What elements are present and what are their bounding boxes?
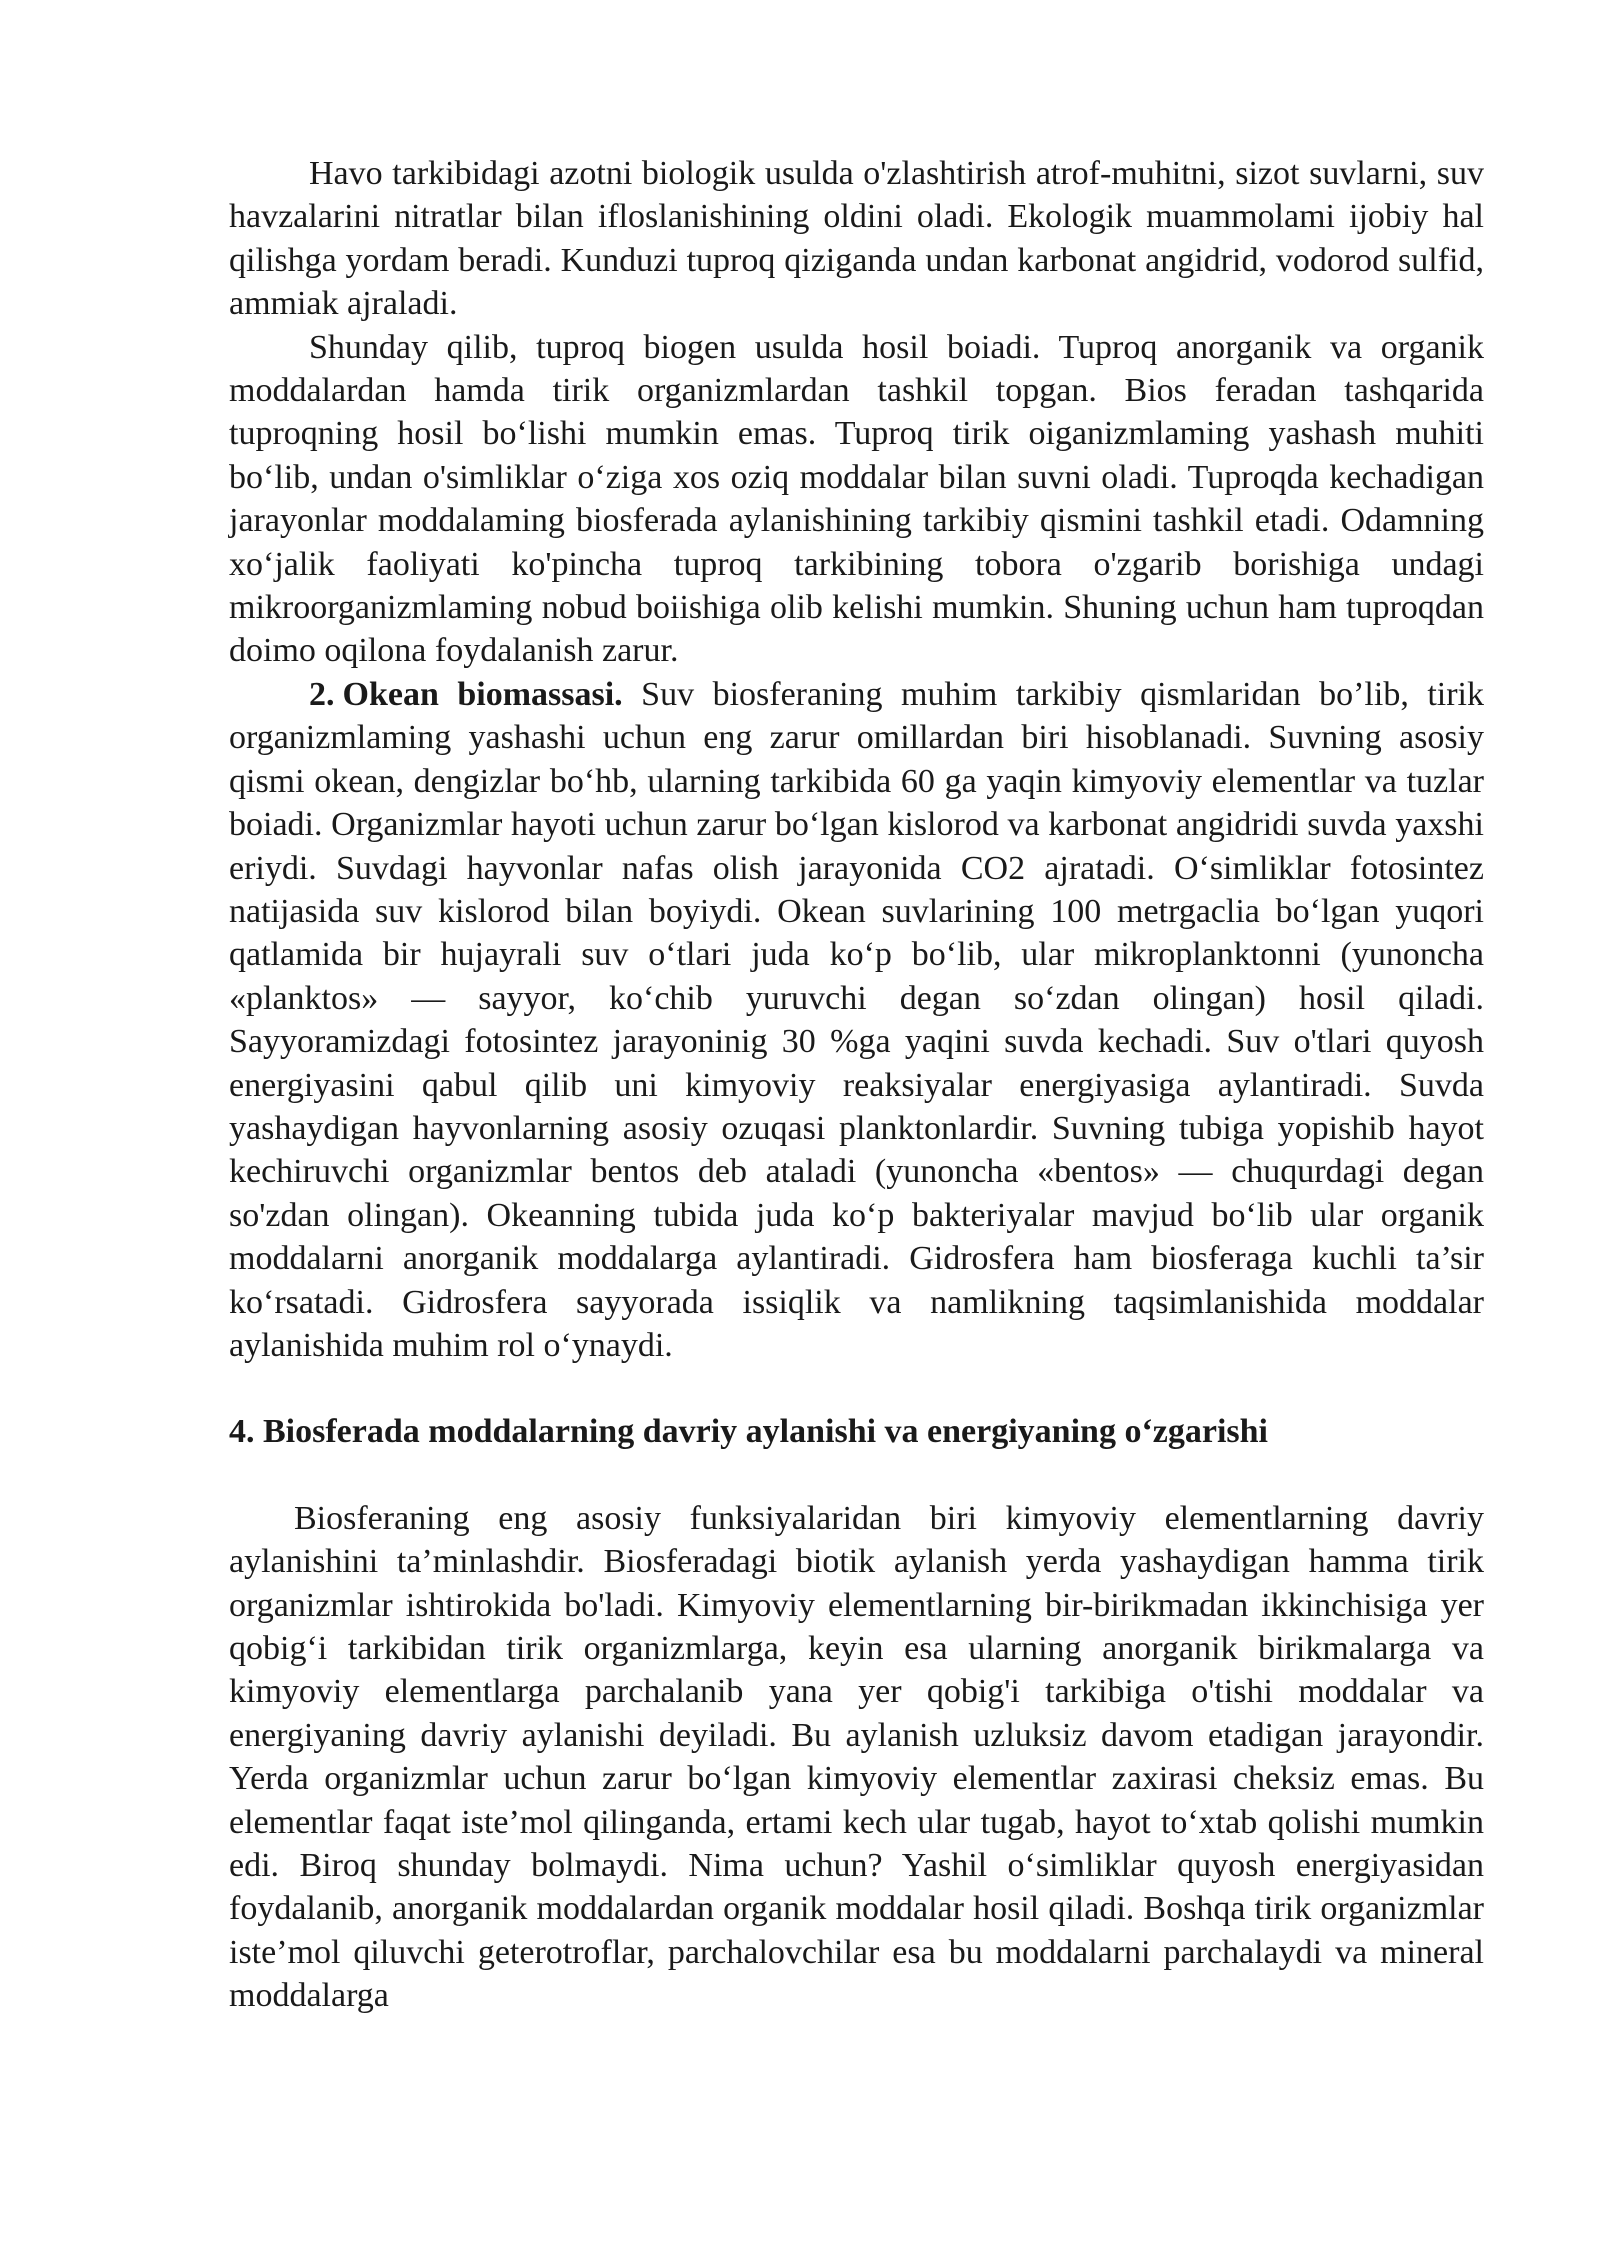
paragraph-okean-biomassasi bbox=[229, 673, 1484, 1368]
section-heading: 4. Biosferada moddalarning davriy aylanishi va energiyaning o‘zgarishi bbox=[229, 1413, 1268, 1451]
paragraph-tuproq: Shunday qilib, tuproq biogen usulda hosil boiadi. Tuproq anorganik va organik moddalardan hamda tirik organizmlardan tashkil topgan. Bios feradan tashqarida tuproqning hosil bo‘lishi mumkin emas. Tuproq tirik oiganizmlaming yashash muhiti bo‘lib, undan o'simliklar o‘ziga xos oziq moddalar bilan suvni oladi. Tuproqda kechadigan jarayonlar moddalaming biosferada aylanishining tarkibiy qismini tashkil etadi. Odamning xo‘jalik faoliyati ko'pincha tuproq tarkibining tobora o'zgarib borishiga undagi mikroorganizmlaming nobud boiishiga olib kelishi mumkin. Shuning uchun ham tuproqdan doimo oqilona foydalanish zarur. bbox=[229, 328, 1484, 670]
document-page bbox=[229, 152, 1484, 2018]
paragraph-biosfera: Biosferaning eng asosiy funksiyalaridan biri kimyoviy elementlarning davriy aylanishini ta’minlashdir. Biosferadagi biotik aylanish yerda yashaydigan hamma tirik organizmlar ishtirokida bo'ladi. Kimyoviy elementlarning bir-birikmadan ikkinchisiga yer qobig‘i tarkibidan tirik organizmlarga, keyin esa ularning anorganik birikmalarga va kimyoviy elementlarga parchalanib yana yer qobig'i tarkibiga o'tishi moddalar va energiyaning davriy aylanishi deyiladi. Bu aylanish uzluksiz davom etadigan jarayondir. Yerda organizmlar uchun zarur bo‘lgan kimyoviy elementlar zaxirasi cheksiz emas. Bu elementlar faqat iste’mol qilinganda, ertami kech ular tugab, hayot to‘xtab qolishi mumkin edi. Biroq shunday bolmaydi. Nima uchun? Yashil o‘simliklar quyosh energiyasidan foydalanib, anorganik moddalardan organik moddalar hosil qiladi. Boshqa tirik organizmlar iste’mol qiluvchi geterotroflar, parchalovchilar esa bu moddalarni parchalaydi va mineral moddalarga bbox=[229, 1499, 1484, 2015]
paragraph-azot: Havo tarkibidagi azotni biologik usulda o'zlashtirish atrof-muhitni, sizot suvlarni, suv havzalarini nitratlar bilan ifloslanishining oldini oladi. Ekologik muammolami ijobiy hal qilishga yordam beradi. Kunduzi tuproq qiziganda undan karbonat angidrid, vodorod sulfid, ammiak ajraladi. bbox=[229, 155, 1484, 323]
section-number: 2. bbox=[309, 675, 335, 713]
paragraph-okean-body: Suv biosferaning muhim tarkibiy qismlaridan bo’lib, tirik organizmlaming yashashi uchun eng zarur omillardan biri hisoblanadi. Suvning asosiy qismi okean, dengizlar bo‘hb, ularning tarkibida 60 ga yaqin kimyoviy elementlar va tuzlar boiadi. Organizmlar hayoti uchun zarur bo‘lgan kislorod va karbonat angidridi suvda yaxshi eriydi. Suvdagi hayvonlar nafas olish jarayonida CO2 ajratadi. O‘simliklar fotosintez natijasida suv kislorod bilan boyiydi. Okean suvlarining 100 metrgaclia bo‘lgan yuqori qatlamida bir hujayrali suv o‘tlari juda ko‘p bo‘lib, ular mikroplanktonni (yunoncha «planktos» — sayyor, ko‘chib yuruvchi degan so‘zdan olingan) hosil qiladi. Sayyoramizdagi fotosintez jarayoninig 30 %ga yaqini suvda kechadi. Suv o'tlari quyosh energiyasini qabul qilib uni kimyoviy reaksiyalar energiyasiga aylantiradi. Suvda yashaydigan hayvonlarning asosiy ozuqasi planktonlardir. Suvning tubiga yopishib hayot kechiruvchi organizmlar bentos deb ataladi (yunoncha «bentos» — chuqurdagi degan so'zdan olingan). Okeanning tubida juda ko‘p bakteriyalar mavjud bo‘lib ular organik moddalarni anorganik moddalarga aylantiradi. Gidrosfera ham biosferaga kuchli ta’sir ko‘rsatadi. Gidrosfera sayyorada issiqlik va namlikning taqsimlanishida moddalar aylanishida muhim rol o‘ynaydi. bbox=[229, 675, 1484, 1364]
section-title: Okean biomassasi. bbox=[342, 675, 623, 713]
